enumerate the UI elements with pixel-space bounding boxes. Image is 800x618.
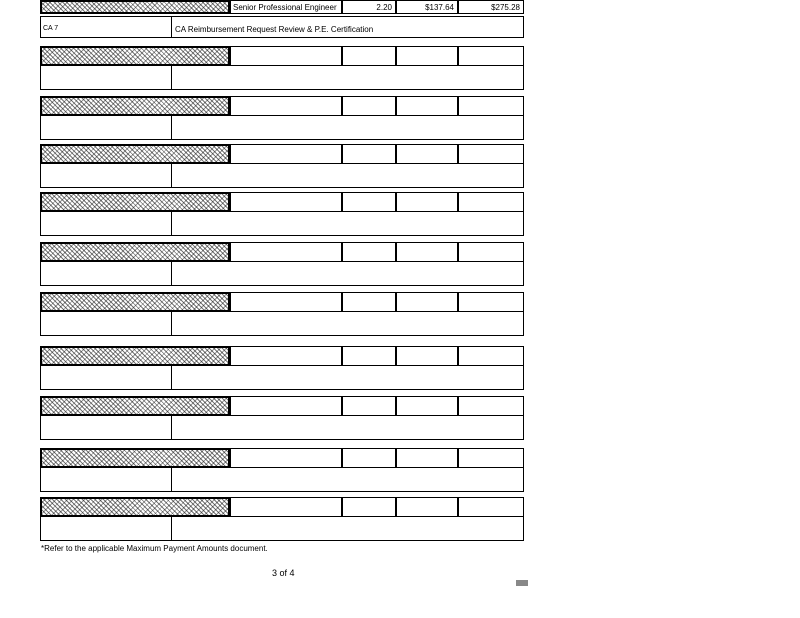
amount-cell (458, 242, 524, 262)
amount-cell (458, 346, 524, 366)
position-title-cell: Senior Professional Engineer (230, 0, 342, 14)
hours-cell (342, 242, 396, 262)
entry-description-row (40, 312, 524, 336)
entry-block (40, 396, 524, 440)
entry-header-row (40, 396, 524, 416)
position-title-cell (230, 144, 342, 164)
rate-cell (396, 292, 458, 312)
redacted-name-cell (40, 396, 230, 416)
rate-cell (396, 144, 458, 164)
hours-cell (342, 497, 396, 517)
hours-cell (342, 396, 396, 416)
amount-cell (458, 144, 524, 164)
entry-block (40, 46, 524, 90)
scan-mark (516, 580, 528, 586)
entry-header-row (40, 497, 524, 517)
task-code: CA 7 (43, 25, 59, 32)
amount-cell (458, 497, 524, 517)
entry-header-row (40, 144, 524, 164)
entry-header-row (40, 46, 524, 66)
entry-header-row (40, 242, 524, 262)
hours-cell: 2.20 (342, 0, 396, 14)
redacted-name-cell (40, 346, 230, 366)
position-title-cell (230, 192, 342, 212)
column-divider (171, 468, 172, 491)
hours-cell (342, 192, 396, 212)
redacted-name-cell (40, 497, 230, 517)
entry-block (40, 497, 524, 541)
position-title-cell (230, 46, 342, 66)
redacted-name-cell (40, 46, 230, 66)
column-divider (171, 212, 172, 235)
rate-cell (396, 396, 458, 416)
amount-cell (458, 46, 524, 66)
entry-header-row (40, 96, 524, 116)
position-title-cell (230, 242, 342, 262)
redacted-name-cell (40, 242, 230, 262)
column-divider (171, 17, 172, 37)
column-divider (171, 366, 172, 389)
entry-description-row (40, 212, 524, 236)
amount-cell (458, 96, 524, 116)
redacted-name-cell (40, 292, 230, 312)
entry-description-row (40, 66, 524, 90)
hours-cell (342, 144, 396, 164)
rate-cell (396, 346, 458, 366)
rate-cell (396, 497, 458, 517)
entry-description-row (40, 416, 524, 440)
column-divider (171, 262, 172, 285)
entry-block (40, 144, 524, 188)
position-title-cell (230, 497, 342, 517)
entry-header-row (40, 448, 524, 468)
rate-cell (396, 448, 458, 468)
entry-description-row (40, 164, 524, 188)
rate-cell: $137.64 (396, 0, 458, 14)
entry-block (40, 96, 524, 140)
task-description-row (40, 16, 524, 38)
amount-cell (458, 292, 524, 312)
hours-cell (342, 346, 396, 366)
amount-cell: $275.28 (458, 0, 524, 14)
column-divider (171, 517, 172, 540)
rate-cell (396, 192, 458, 212)
entry-header-row (40, 346, 524, 366)
entry-description-row (40, 116, 524, 140)
position-title-cell (230, 346, 342, 366)
redacted-name-cell (40, 448, 230, 468)
footnote: *Refer to the applicable Maximum Payment Amounts document. (41, 544, 268, 553)
rate-cell (396, 46, 458, 66)
column-divider (171, 416, 172, 439)
redacted-name-cell (40, 0, 230, 14)
redacted-name-cell (40, 144, 230, 164)
entry-description-row (40, 262, 524, 286)
hours-cell (342, 448, 396, 468)
page-number: 3 of 4 (272, 568, 295, 578)
entry-block (40, 192, 524, 236)
entry-header-row (40, 192, 524, 212)
position-title-cell (230, 292, 342, 312)
first-entry-row (40, 0, 524, 14)
amount-cell (458, 396, 524, 416)
position-title-cell (230, 448, 342, 468)
hours-cell (342, 46, 396, 66)
redacted-name-cell (40, 96, 230, 116)
entry-block (40, 346, 524, 390)
column-divider (171, 312, 172, 335)
entry-block (40, 448, 524, 492)
hours-cell (342, 292, 396, 312)
column-divider (171, 164, 172, 187)
rate-cell (396, 242, 458, 262)
hours-cell (342, 96, 396, 116)
entry-block (40, 292, 524, 336)
entry-description-row (40, 366, 524, 390)
amount-cell (458, 192, 524, 212)
amount-cell (458, 448, 524, 468)
rate-cell (396, 96, 458, 116)
task-description: CA Reimbursement Request Review & P.E. Certification (175, 25, 374, 34)
entry-description-row (40, 517, 524, 541)
position-title-cell (230, 396, 342, 416)
entry-block (40, 242, 524, 286)
position-title-cell (230, 96, 342, 116)
entry-header-row (40, 292, 524, 312)
redacted-name-cell (40, 192, 230, 212)
entry-description-row (40, 468, 524, 492)
column-divider (171, 66, 172, 89)
column-divider (171, 116, 172, 139)
